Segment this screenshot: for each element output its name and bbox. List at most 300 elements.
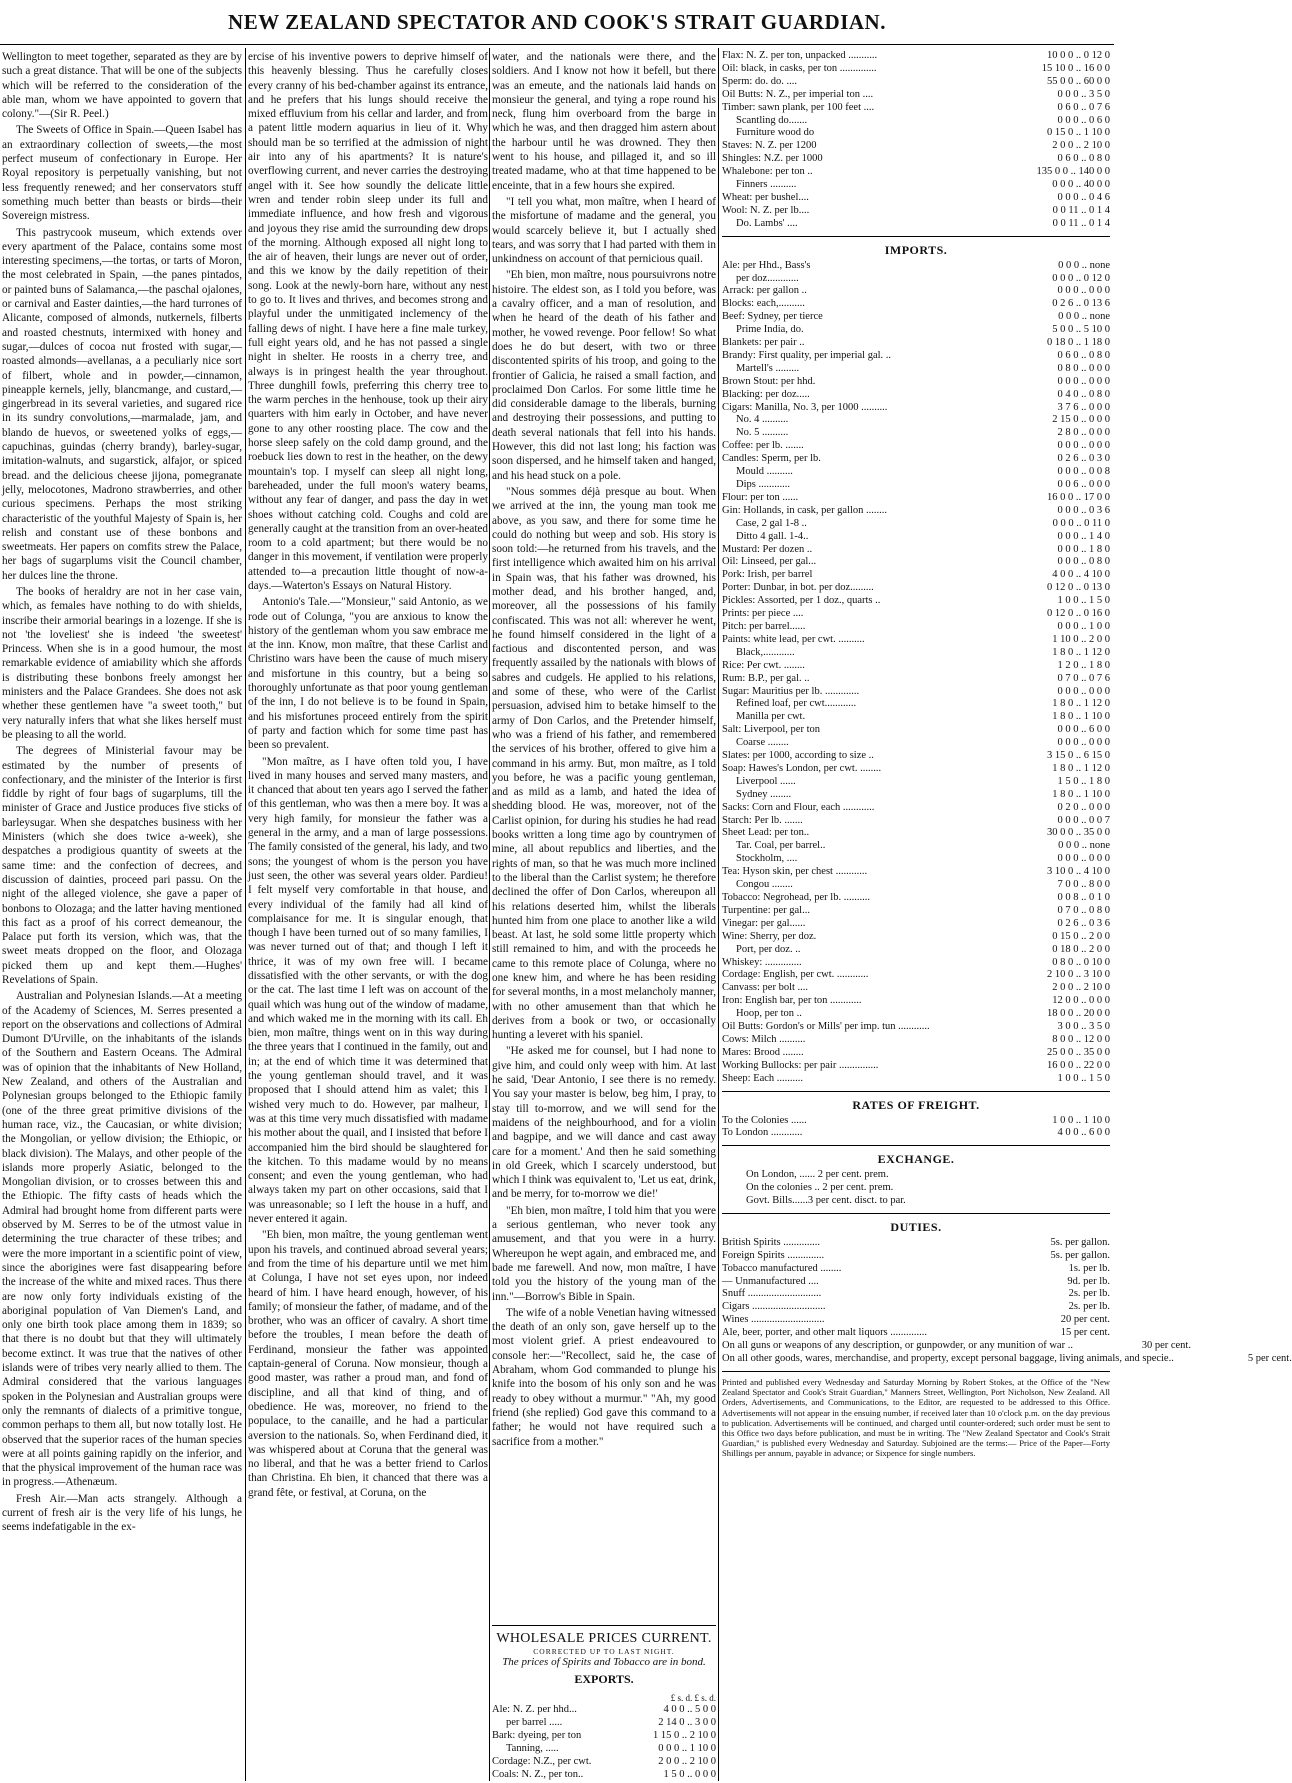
price-item-value: 0 0 11 .. 0 1 4: [1052, 217, 1110, 229]
price-item-value: 0 2 6 .. 0 13 6: [1052, 298, 1110, 310]
price-item-name: Refined loaf, per cwt............: [736, 698, 857, 710]
price-item-name: Salt: Liverpool, per ton: [722, 724, 820, 736]
price-item-name: Cigars: Manilla, No. 3, per 1000 ..........: [722, 401, 888, 413]
price-item-value: 0 0 8 .. 0 1 0: [1057, 892, 1110, 903]
price-item-name: Black,............: [736, 646, 795, 658]
column-divider: [718, 48, 719, 1781]
price-item-name: Port, per doz. ..: [736, 943, 801, 955]
price-item-value: 1 8 0 .. 1 12 0: [1052, 698, 1110, 710]
duty-row: [722, 1327, 1110, 1340]
duties-list: [722, 1236, 1292, 1366]
price-item-value: 30 per cent.: [1141, 1340, 1191, 1352]
price-item-value: 0 0 0 .. 0 0 0: [1057, 285, 1110, 297]
price-item-value: 0 12 0 .. 0 16 0: [1047, 608, 1110, 620]
import-row: [722, 1060, 1110, 1073]
price-item-value: 4 0 0 .. 6 0 0: [1057, 1127, 1110, 1139]
price-item-value: 0 0 0 .. 0 0 0: [1057, 375, 1110, 387]
price-item-name: To London ............: [722, 1127, 803, 1139]
price-item-name: Hoop, per ton ..: [736, 1008, 802, 1020]
price-item-name: Soap: Hawes's London, per cwt. ........: [722, 762, 882, 774]
price-item-name: Flour: per ton ......: [722, 491, 799, 503]
price-item-value: 0 0 6 .. 0 0 0: [1057, 479, 1110, 490]
export-row: [492, 1703, 716, 1716]
price-item-name: Oil: black, in casks, per ton ..............: [722, 62, 877, 74]
price-item-name: Vinegar: per gal......: [722, 917, 806, 929]
price-item-value: 1 8 0 .. 1 12 0: [1052, 646, 1110, 658]
price-item-value: 0 0 0 .. none: [1058, 840, 1110, 852]
export-row: [492, 1768, 716, 1781]
import-row: [722, 285, 1110, 298]
price-item-value: 0 2 6 .. 0 3 0: [1057, 453, 1110, 465]
import-row: [722, 789, 1110, 802]
price-item-value: 3 10 0 .. 4 10 0: [1047, 866, 1110, 878]
price-item-name: Blacking: per doz.....: [722, 388, 810, 400]
article-paragraph: Antonio's Tale.—"Monsieur," said Antonio, as we rode out of Colunga, "you are anxious to know the history of the gentleman whom you saw embrace me at the inn. Know, mon maître, that these Carlist and Christino wars have been the cause of much misery and misfortune in this country, but a being so thoroughly unfortunate as that poor young gentleman of the inn, I do not believe is to be found in Spain, and his misfortunes proceed entirely from the spirit of party and faction which for some time past has been so prevalent.: [248, 596, 488, 752]
price-item-value: 16 0 0 .. 17 0 0: [1047, 491, 1110, 503]
price-item-name: Finners ..........: [736, 179, 797, 191]
price-item-name: On all other goods, wares, merchandise, and property, except personal baggage, living animals, and specie..: [722, 1353, 1174, 1364]
price-row: [722, 115, 1110, 128]
price-item-value: 2 0 0 .. 2 10 0: [1052, 982, 1110, 994]
price-item-name: Stockholm, ....: [736, 853, 798, 865]
duty-row: [722, 1288, 1110, 1301]
import-row: [722, 776, 1110, 789]
price-item-value: 3 15 0 .. 6 15 0: [1047, 750, 1110, 762]
price-item-name: Tar. Coal, per barrel..: [736, 840, 826, 852]
price-item-name: Sheet Lead: per ton..: [722, 827, 810, 839]
price-item-name: Porter: Dunbar, in bot. per doz.........: [722, 582, 874, 594]
price-item-value: 0 0 0 .. 0 3 6: [1057, 504, 1110, 516]
import-row: [722, 363, 1110, 376]
price-item-name: Ale: per Hhd., Bass's: [722, 259, 811, 271]
article-column-1: [2, 50, 242, 1775]
price-item-value: 10 0 0 .. 0 12 0: [1047, 50, 1110, 61]
price-item-value: 0 0 0 .. 1 4 0: [1057, 530, 1110, 542]
price-item-name: Pork: Irish, per barrel: [722, 569, 813, 581]
import-row: [722, 389, 1110, 402]
price-item-value: 8 0 0 .. 12 0 0: [1052, 1033, 1110, 1045]
price-item-name: Pitch: per barrel......: [722, 620, 806, 632]
price-item-value: 1 5 0 .. 1 8 0: [1057, 775, 1110, 787]
prices-column: [722, 50, 1292, 1780]
price-item-name: Foreign Spirits ..............: [722, 1249, 825, 1261]
import-row: [722, 982, 1110, 995]
price-item-value: 2 8 0 .. 0 0 0: [1057, 427, 1110, 439]
price-item-name: Turpentine: per gal...: [722, 904, 810, 916]
price-item-value: 5s. per gallon.: [1050, 1236, 1110, 1248]
price-item-name: Oil Butts: N. Z., per imperial ton ....: [722, 88, 874, 100]
import-row: [722, 698, 1110, 711]
currency-header: £ s. d. £ s. d.: [670, 1693, 716, 1703]
price-item-value: 2s. per lb.: [1068, 1288, 1110, 1300]
exchange-heading: EXCHANGE.: [877, 1152, 955, 1167]
import-row: [722, 427, 1110, 440]
price-item-name: Ale: N. Z. per hhd...: [492, 1704, 577, 1715]
import-row: [722, 608, 1110, 621]
price-item-value: 1 5 0 .. 0 0 0: [663, 1769, 716, 1780]
import-row: [722, 505, 1110, 518]
price-item-value: 0 7 0 .. 0 8 0: [1057, 904, 1110, 916]
price-item-value: 0 7 0 .. 0 7 6: [1057, 672, 1110, 684]
price-item-name: Iron: English bar, per ton ............: [722, 995, 862, 1007]
import-row: [722, 853, 1110, 866]
import-row: [722, 711, 1110, 724]
price-item-name: Scantling do.......: [736, 114, 808, 126]
freight-row: [722, 1127, 1110, 1140]
price-item-value: 0 6 0 .. 0 7 6: [1057, 101, 1110, 113]
price-row: [722, 63, 1110, 76]
import-row: [722, 414, 1110, 427]
price-item-value: 1 0 0 .. 1 5 0: [1057, 1072, 1110, 1084]
price-item-value: 2 0 0 .. 2 10 0: [1052, 140, 1110, 152]
article-paragraph: This pastrycook museum, which extends over every apartment of the Palace, contains some most interesting specimens,—the tortas, or tarts of Moron, the most celebrated in Spain, —the panes pintados, or painted buns of Salamanca,—the paschal ojalones, or carnival and Easter dainties,—the hard turrones of Alicante, composed of almonds, nutkernels, filberts and roasted chestnuts, intermixed with honey and sugar,—dulces of cocoa nut frosted with sugar,—roasted almonds—avellanas, a a peculiarly nice sort of filbert, whole and in powder,—cinnamon, pineapple kernels, jelly, blancmange, and custard,—gingerbread in its several varieties, and sugared rice in its sundry convolutions,—marmalade, jam, and blando de huevos, or sweetened yolks of eggs,—capuchinas, guindas (cherry brandy), barley-sugar, imitation-walnuts, and sugarstick, alfajor, or spiced bread. and the delicious cheese jijona, pomegranate jelly, melocotones, Madrono strawberries, and other curious specimens. Perhaps the most striking characteristic of the youthful Majesty of Spain is, her relish and constant use of these bonbons and sweetmeats. Her papers on comfits strew the Palace, her bags of sugarplums visit the Council chamber, her dulces line the throne.: [2, 226, 242, 582]
price-row: [722, 140, 1110, 153]
duty-row: [722, 1301, 1110, 1314]
price-item-value: 20 per cent.: [1060, 1314, 1110, 1326]
import-row: [722, 479, 1110, 492]
import-row: [722, 763, 1110, 776]
price-item-value: 0 8 0 .. 0 0 0: [1057, 362, 1110, 374]
duty-row: [722, 1250, 1110, 1263]
price-item-value: 0 0 0 .. 3 5 0: [1057, 88, 1110, 100]
price-item-name: Whiskey: ..............: [722, 956, 802, 968]
price-item-value: 0 0 0 .. 0 6 0: [1057, 114, 1110, 126]
price-item-value: 0 0 0 .. 0 11 0: [1052, 517, 1110, 529]
price-item-name: Slates: per 1000, according to size ..: [722, 750, 874, 762]
import-row: [722, 376, 1110, 389]
import-row: [722, 840, 1110, 853]
duty-row: [722, 1314, 1110, 1327]
import-row: [722, 905, 1110, 918]
section-rule: [492, 1625, 716, 1626]
article-paragraph: water, and the nationals were there, and the soldiers. And I know not how it befell, but there was an emeute, and the nationals laid hands on monsieur the general, and tying a rope round his neck, flung him overboard from the barge in which he was, and then dragged him astern about the harbour until he was drowned. They then went to his house, and pillaged it, and so ill treated madame, who at that time happened to be enceinte, that in a few hours she expired.: [492, 51, 716, 192]
price-item-value: 0 2 6 .. 0 3 6: [1057, 917, 1110, 929]
price-item-value: 1 2 0 .. 1 8 0: [1057, 659, 1110, 671]
price-item-name: Mustard: Per dozen ..: [722, 543, 813, 555]
article-paragraph: The wife of a noble Venetian having witnessed the death of an only son, gave herself up to the most violent grief. A priest endeavoured to console her:—"Recollect, said he, the case of Abraham, whom God commanded to plunge his knife into the bosom of his only son and he was ready to obey without a murmur." "Ah, my good friend (she replied) God gave this command to a father; he would not have required such a sacrifice from a mother.": [492, 1306, 716, 1448]
import-row: [722, 1047, 1110, 1060]
price-row: [722, 205, 1110, 218]
price-item-value: 18 0 0 .. 20 0 0: [1047, 1008, 1110, 1020]
freight-list: [722, 1115, 1110, 1141]
price-item-value: 2 15 0 .. 0 0 0: [1052, 414, 1110, 426]
price-item-value: 1 10 0 .. 2 0 0: [1052, 633, 1110, 645]
price-item-value: 0 4 0 .. 0 8 0: [1057, 388, 1110, 400]
price-row: [722, 50, 1110, 63]
price-item-value: 135 0 0 .. 140 0 0: [1036, 166, 1110, 178]
price-row: [722, 153, 1110, 166]
price-item-value: 55 0 0 .. 60 0 0: [1047, 75, 1110, 87]
exchange-row: On the colonies .. 2 per cent. prem.: [746, 1182, 894, 1194]
price-item-name: Tobacco: Negrohead, per lb. ..........: [722, 892, 870, 903]
price-item-value: 3 0 0 .. 3 5 0: [1057, 1021, 1110, 1033]
import-row: [722, 918, 1110, 931]
import-row: [722, 1034, 1110, 1047]
freight-heading: RATES OF FREIGHT.: [852, 1097, 980, 1112]
duty-row: [722, 1340, 1191, 1353]
article-paragraph: "Eh bien, mon maître, nous poursuivrons notre histoire. The eldest son, as I told you before, was a cavalry officer, and a man of resolution, and when he heard of the death of his father and mother, he vowed revenge. Poor fellow! So what does he do but desert, with two or three discontented spirits of his troop, and going to the frontier of Galicia, he raised a small faction, and proclaimed Don Carlos. For some little time he did considerable damage to the liberals, burning and destroying their possessions, and putting to death several nationals that fell into his hands. However, this did not last long; his faction was soon dispersed, and he himself taken and hanged, and his head stuck on a pole.: [492, 269, 716, 482]
price-item-name: Shingles: N.Z. per 1000: [722, 153, 823, 165]
price-item-name: Oil: Linseed, per gal...: [722, 556, 817, 568]
price-item-name: Candles: Sperm, per lb.: [722, 453, 821, 465]
section-rule: [722, 236, 1110, 237]
price-item-name: Arrack: per gallon ..: [722, 285, 807, 297]
price-item-name: Prints: per piece ....: [722, 608, 804, 620]
duty-row: [722, 1263, 1110, 1276]
price-item-name: Sheep: Each ..........: [722, 1072, 804, 1084]
price-item-value: 0 0 0 .. 0 0 0: [1057, 853, 1110, 865]
import-row: [722, 569, 1110, 582]
price-item-value: 0 0 0 .. 0 12 0: [1052, 272, 1110, 284]
article-paragraph: The Sweets of Office in Spain.—Queen Isabel has an extraordinary collection of sweets,—the most perfect museum of confectionary in Europe. Her Royal repository is perpetually vanishing, but not less frequently renewed; and her conservators stuff something much better than beasts or birds—their Sovereign mistress.: [2, 124, 242, 223]
price-item-value: 15 10 0 .. 16 0 0: [1041, 62, 1110, 74]
price-row: [722, 76, 1110, 89]
exchange-row: On London, ...... 2 per cent. prem.: [746, 1169, 889, 1181]
price-item-value: 0 0 0 .. 1 10 0: [658, 1743, 716, 1754]
price-item-name: Cigars ............................: [722, 1301, 826, 1313]
wholesale-note: The prices of Spirits and Tobacco are in bond.: [502, 1656, 706, 1668]
price-item-value: 0 6 0 .. 0 8 0: [1057, 153, 1110, 165]
price-item-name: Rice: Per cwt. ........: [722, 659, 805, 671]
price-item-name: Sacks: Corn and Flour, each ............: [722, 801, 875, 813]
import-row: [722, 492, 1110, 505]
price-item-name: Ale, beer, porter, and other malt liquors ..............: [722, 1327, 928, 1339]
price-item-value: 0 0 0 .. 6 0 0: [1057, 724, 1110, 736]
price-item-name: Blankets: per pair ..: [722, 337, 805, 349]
wholesale-prices-header: [492, 1625, 716, 1687]
price-item-value: 0 0 0 .. 0 0 8: [1057, 466, 1110, 478]
import-row: [722, 298, 1110, 311]
section-rule: [722, 1091, 1110, 1092]
article-paragraph: "Eh bien, mon maître, I told him that you were a serious gentleman, who never took any amusement, and that you were in a hurry. Whereupon he wept again, and embraced me, and bade me farewell. And now, mon maître, I have told you the history of the young man of the inn."—Borrow's Bible in Spain.: [492, 1204, 716, 1303]
price-row: [722, 102, 1110, 115]
price-item-name: Brown Stout: per hhd.: [722, 375, 816, 387]
article-paragraph: Wellington to meet together, separated as they are by such a great distance. That will be one of the subjects which will be referred to the consideration of the able man, whom we have appointed to govern that colony."—(Sir R. Peel.): [2, 51, 242, 121]
price-item-name: Bark: dyeing, per ton: [492, 1730, 582, 1741]
price-item-name: Cordage: N.Z., per cwt.: [492, 1756, 592, 1767]
price-item-name: — Unmanufactured ....: [722, 1275, 819, 1287]
price-row: [722, 179, 1110, 192]
price-item-name: Gin: Hollands, in cask, per gallon ........: [722, 504, 888, 516]
import-row: [722, 673, 1110, 686]
price-item-name: Mould ..........: [736, 466, 793, 478]
freight-row: [722, 1115, 1110, 1128]
import-row: [722, 724, 1110, 737]
price-item-name: Sydney ........: [736, 788, 792, 800]
export-row: [492, 1729, 716, 1742]
exports-table: [492, 1693, 716, 1781]
price-item-value: 0 15 0 .. 2 0 0: [1052, 930, 1110, 942]
import-row: [722, 931, 1110, 944]
masthead: [0, 0, 1114, 42]
article-paragraph: ercise of his inventive powers to deprive himself of this heavenly blessing. Thus he carefully closes every cranny of his bed-chamber against its entrance, and he prefers that his lungs should receive the mixed effluvium from his cellar and larder, and from a patent little modern aquarius in lieu of it. Why should man be so terrified at the admission of night air into any of his apartments? It is nature's overflowing current, and never carries the destroying angel with it. See how soundly the delicate little wren and tender robin sleep under its full and immediate influence, and how fresh and vigorous and joyous they rise amid the surrounding dew drops of the morning. Although exposed all night long to the air of heaven, their lungs are never out of order, and this we know by the daily repetition of their song. Look at the newly-born hare, without any nest to go to. It lives and thrives, and becomes strong and playful under the unmitigated inclemency of the falling dews of night. I have here a fine male turkey, full eight years old, and he has not passed a single night in shelter. He roosts in a cherry tree, and always is in pringest health the year throughout. Three dunghill fowls, preferring this cherry tree to the warm perches in the henhouse, took up their airy quarters with him early in October, and have never gone to any other roosting place. The cow and the horse sleep safely on the cold damp ground, and the roebuck lies down to rest in the heather, on the dewy mountain's top. I myself can sleep all night long, bareheaded, under the full moon's watery beams, without any fear of danger, and pass the day in wet shoes without catching cold. Coughs and cold are generally caught at the transition from an over-heated room to a cold apartment; but there would be no danger in this movement, if ventilation were properly attended to—a precaution little thought of now-a-days.—Waterton's Essays on Natural History.: [248, 51, 488, 592]
price-item-name: Do. Lambs' ....: [736, 217, 798, 229]
article-column-2: [248, 50, 488, 1775]
price-item-value: 4 0 0 .. 4 10 0: [1052, 569, 1110, 581]
import-row: [722, 737, 1110, 750]
price-item-name: British Spirits ..............: [722, 1236, 821, 1248]
price-item-name: Sugar: Mauritius per lb. .............: [722, 685, 860, 697]
price-item-value: 0 0 0 .. 0 0 0: [1057, 440, 1110, 452]
price-item-value: 0 8 0 .. 0 10 0: [1052, 956, 1110, 968]
import-row: [722, 273, 1110, 286]
price-row: [722, 89, 1110, 102]
price-item-value: 7 0 0 .. 8 0 0: [1057, 879, 1110, 891]
price-item-name: Wheat: per bushel....: [722, 191, 809, 203]
exports-heading: EXPORTS.: [574, 1672, 634, 1686]
import-row: [722, 544, 1110, 557]
price-row: [722, 166, 1110, 179]
price-item-name: Sperm: do. do. ....: [722, 75, 797, 87]
price-item-name: Congou ........: [736, 879, 793, 891]
imports-heading: IMPORTS.: [884, 242, 948, 257]
price-item-name: Working Bullocks: per pair ...............: [722, 1059, 879, 1071]
import-row: [722, 995, 1110, 1008]
price-item-value: 0 0 11 .. 0 1 4: [1052, 204, 1110, 216]
price-item-value: 0 0 0 .. 0 0 0: [1057, 737, 1110, 749]
price-item-value: 9d. per lb.: [1067, 1275, 1110, 1287]
price-item-value: 0 0 0 .. 1 0 0: [1057, 620, 1110, 632]
price-item-value: 1 0 0 .. 1 5 0: [1057, 595, 1110, 607]
import-row: [722, 1021, 1110, 1034]
price-item-value: 0 0 0 .. 1 8 0: [1057, 543, 1110, 555]
publisher-imprint: Printed and published every Wednesday and Saturday Morning by Robert Stokes, at the Office of the "New Zealand Spectator and Cook's Strait Guardian," Manners Street, Wellington, Port Nicholson, New Zealand. All Orders, Advertisements, and Communications, to the Editor, are requested to be addressed to this Office. Advertisements will not appear in the ensuing number, if received later than 10 o'clock p.m. on the day previous to publication. Advertisements will be continued, and charged until counter-ordered; such order must be sent to this Office two days before publication, and must be in writing. The "New Zealand Spectator and Cook's Strait Guardian," is published every Wednesday and Saturday. Subjoined are the terms:— Price of the Paper—Forty Shillings per annum, payable in advance; or Sixpence for single numbers.: [722, 1376, 1110, 1459]
export-row: [492, 1716, 716, 1729]
price-row: [722, 127, 1110, 140]
article-paragraph: "Mon maître, as I have often told you, I have lived in many houses and served many masters, and it chanced that about ten years ago I served the father of this gentleman, who was then a mere boy. It was a very high family, for monsieur the father was a general in the army, and a man of large possessions. The family consisted of the general, his lady, and two sons; the youngest of whom is the person you have just seen, the other was several years older. Pardieu! I felt myself very comfortable in that house, and every individual of the family had all kind of complaisance for me. It is singular enough, that though I have been turned out of so many families, I was never turned out of that; and though I left it thrice, it was of my own free will. I became dissatisfied with the other servants, or with the dog or the cat. The last time I left was on account of the quail which was hung out of the window of madame, and which waked me in the morning with its call. Eh bien, mon maître, things went on in this way during the three years that I continued in the family, out and in; at the end of which time it was determined that the young gentleman should travel, and it was proposed that I should attend him as valet; this I wished very much to do. However, par malheur, I was at this time very much dissatisfied with madame his mother about the quail, and I insisted that before I accompanied him the bird should be slaughtered for the kitchen. To this madame would by no means consent; and even the young gentleman, who had always taken my part on other occasions, said that I was unreasonable; so I left the house in a huff, and never entered it again.: [248, 755, 488, 1226]
price-item-name: Brandy: First quality, per imperial gal. ..: [722, 349, 892, 361]
price-item-value: 2 14 0 .. 3 0 0: [658, 1717, 716, 1728]
import-row: [722, 1008, 1110, 1021]
price-item-name: per doz............: [736, 272, 799, 284]
import-row: [722, 531, 1110, 544]
price-item-value: 0 0 0 .. 40 0 0: [1052, 179, 1110, 191]
price-item-value: 0 0 0 .. 0 8 0: [1057, 556, 1110, 568]
price-item-name: Oil Butts: Gordon's or Mills' per imp. tun ............: [722, 1021, 930, 1033]
article-paragraph: The degrees of Ministerial favour may be estimated by the number of presents of confectionary, and the minister of the Interior is first fiddle by right of four bags of sugarplums, till the minister of Grace and Justice produces five sticks of barleysugar. When she despatches business with her Ministers (which she does twice a-week), she despatches a prodigious quantity of sweets at the same time: and the confection of decrees, and discussion of dainties, proceed pari passu. On the night of the alleged violence, she gave a paper of bonbons to Olozaga; and the latter having mentioned this fact as a proof of his correct demeanour, the Palace put forth its version, which was, that the sweet meats dropped on the floor, and Olozaga picked them up and kept them.—Hughes' Revelations of Spain.: [2, 745, 242, 986]
price-item-name: No. 5 ..........: [736, 427, 789, 439]
price-item-name: Paints: white lead, per cwt. ..........: [722, 633, 865, 645]
article-paragraph: The books of heraldry are not in her case vain, which, as females have nothing to do with shields, inscribe their armorial bearings in a lozenge. If she is not 'the loveliest' she is indeed 'the sweetest' Princess. When she is in a good humour, the most remarkable evidence of amiability which she affords is distributing these bonbons freely amongst her ministers and the Palace Grandees. She does not ask whether these gentlemen have "a sweet tooth," but very naturally infers that what she likes herself must be pleasing to all the world.: [2, 585, 242, 741]
price-item-value: 1 8 0 .. 1 10 0: [1052, 711, 1110, 723]
article-paragraph: "Eh bien, mon maître, the young gentleman went upon his travels, and continued abroad several years; and from the time of his departure until we met him at Colunga, I have not set eyes upon, nor indeed heard of him. I have heard enough, however, of his family; of monsieur the father, of madame, and of the brother, who was an officer of cavalry. A short time before the troubles, I mean before the death of Ferdinand, monsieur the father was appointed captain-general of Coruna. Now monsieur, though a good master, was rather a proud man, and fond of discipline, and all that kind of thing, and of obedience. He was, moreover, no friend to the populace, to the canaille, and he had a particular aversion to the nationals. So, when Ferdinand died, it was whispered about at Coruna that the general was no liberal, and that he was a better friend to Carlos than Christina. Eh bien, it chanced that there was a grand fête, or festival, at Coruna, on the: [248, 1229, 488, 1499]
price-row: [722, 192, 1110, 205]
price-item-name: Wines ............................: [722, 1314, 825, 1326]
exchange-list: [722, 1169, 1110, 1208]
newspaper-title: NEW ZEALAND SPECTATOR AND COOK'S STRAIT GUARDIAN.: [228, 10, 886, 34]
article-paragraph: Australian and Polynesian Islands.—At a meeting of the Academy of Sciences, M. Serres presented a report on the observations and collections of Admiral Dumont D'Urville, on the inhabitants of the islands of the Southern and Eastern Oceans. The Admiral was of opinion that the inhabitants of New Holland, New Zealand, and others of the Australian and Polynesian groups belonged to the Ethiopic family (one of the three great primitive divisions of the human race, viz., the Caucasian, or white division; the Mongolian, or yellow division; the Ethiopic, or black division). The Malays, and other people of the islands more properly Asiatic, belonged to the Mongolian division, or to crosses between this and the Ethiopic. The fifty casts of heads which the Admiral had brought home from different parts were observed by M. Serres to be of the utmost value in determining the true character of these tribes; and were the more important in a scientific point of view, since the aborigines were fast disappearing before the increase of the white and mixed races. Thus there are now only forty individuals existing of the aboriginal population of Van Diemen's Land, and only one birth took place among them in 1839; so that there is no doubt but that they will ultimately become extinct. It was true that the natives of other islands were of tribes very nearly allied to them. The Admiral considered that the various languages spoken in the Polynesian and Australian groups were only the remnants of dialects of a primitive tongue, common perhaps to them all, but now totally lost. He observed that the superior races of the human species were at all points gaining rapidly on the inferior, and that the physical improvement of the human race was in progress.—Athenæum.: [2, 990, 242, 1489]
price-item-value: 0 12 0 .. 0 13 0: [1047, 582, 1110, 594]
price-item-value: 1 8 0 .. 1 12 0: [1052, 762, 1110, 774]
import-row: [722, 969, 1110, 982]
duty-row: [722, 1276, 1110, 1289]
price-item-value: 15 per cent.: [1060, 1327, 1110, 1339]
import-row: [722, 582, 1110, 595]
import-row: [722, 260, 1110, 273]
import-row: [722, 634, 1110, 647]
import-row: [722, 402, 1110, 415]
import-row: [722, 518, 1110, 531]
article-column-3: [492, 50, 716, 1622]
price-item-name: Tobacco manufactured ........: [722, 1262, 842, 1274]
import-row: [722, 595, 1110, 608]
imports-list: [722, 260, 1110, 1086]
price-item-value: 16 0 0 .. 22 0 0: [1047, 1059, 1110, 1071]
duty-row: [722, 1237, 1110, 1250]
price-item-name: Pickles: Assorted, per 1 doz., quarts ..: [722, 595, 881, 607]
article-paragraph: Fresh Air.—Man acts strangely. Although a current of fresh air is the very life of his lungs, he seems indefatigable in the ex-: [2, 1492, 242, 1534]
duty-row: [722, 1353, 1292, 1366]
price-item-name: Tanning, .....: [506, 1743, 559, 1754]
price-row: [722, 218, 1110, 231]
price-item-name: Coarse ........: [736, 737, 789, 749]
price-item-value: 1s. per lb.: [1068, 1262, 1110, 1274]
price-item-name: Staves: N. Z. per 1200: [722, 140, 817, 152]
import-row: [722, 944, 1110, 957]
price-item-value: 12 0 0 .. 0 0 0: [1052, 995, 1110, 1007]
import-row: [722, 647, 1110, 660]
price-item-value: 0 2 0 .. 0 0 0: [1057, 801, 1110, 813]
price-item-value: 2 10 0 .. 3 10 0: [1047, 969, 1110, 981]
import-row: [722, 311, 1110, 324]
column-divider: [489, 48, 490, 1781]
section-rule: [722, 1145, 1110, 1146]
price-item-name: per barrel .....: [506, 1717, 563, 1728]
price-item-name: Manilla per cwt.: [736, 711, 806, 723]
price-item-name: Cows: Milch ..........: [722, 1033, 806, 1045]
price-item-value: 0 0 0 .. none: [1058, 259, 1110, 271]
price-item-name: Wool: N. Z. per lb....: [722, 204, 810, 216]
price-item-value: 3 7 6 .. 0 0 0: [1057, 401, 1110, 413]
price-item-name: Coals: N. Z., per ton..: [492, 1769, 584, 1780]
import-row: [722, 892, 1110, 905]
article-paragraph: "Nous sommes déjà presque au bout. When we arrived at the inn, the young man took me above, as you saw, and there for some time he could do nothing but weep and sob. His story is soon told:—he returned from his travels, and the first intelligence which awaited him on his arrival in Spain was, that his father was drowned, his mother dead, and his brother hanged, and, moreover, all the possessions of his family confiscated. This was not all: wherever he went, he found himself considered in the light of a factious and discontented person, and was frequently assailed by the nationals with blows of sabres and cudgels. He applied to his relations, and some of these, who were of the Carlist persuasion, advised him to betake himself to the army of Don Carlos, and the Pretender himself, who was a friend of his father, and remembered the services of his brother, offered to give him a command in his army. But, mon maître, as I told you before, he was a pacific young gentleman, and as mild as a lamb, and hated the idea of shedding blood. He was, moreover, not of the Carlist opinion, for during his studies he had read books written a long time ago by countrymen of mine, all about republics and liberties, and the rights of man, so that he was much more inclined to the liberal than the Carlist system; he therefore declined the offer of Don Carlos, whereupon all his relations deserted him, whilst the liberals hunted him from one place to another like a wild beast. At last, he sold some little property which still remained to him, and with the proceeds he came to this remote place of Colunga, where no one knew him, and where he has been residing for several months, in a most melancholy manner, with no other amusement than that which he derives from a book or two, or occasionally hunting a leveret with his spaniel.: [492, 485, 716, 1042]
import-row: [722, 815, 1110, 828]
prices-top-list: [722, 50, 1110, 231]
price-item-value: 1 15 0 .. 2 10 0: [653, 1730, 716, 1741]
price-item-value: 0 0 0 .. 0 0 7: [1057, 814, 1110, 826]
price-item-name: Tea: Hyson skin, per chest ............: [722, 866, 868, 878]
section-rule: [722, 1371, 1110, 1372]
price-item-name: Cordage: English, per cwt. ............: [722, 969, 869, 981]
import-row: [722, 957, 1110, 970]
price-item-value: 1 8 0 .. 1 10 0: [1052, 788, 1110, 800]
import-row: [722, 337, 1110, 350]
duties-heading: DUTIES.: [890, 1219, 942, 1234]
article-paragraph: "I tell you what, mon maître, when I heard of the misfortune of madame and the general, you would scarcely believe it, but I actually shed tears, and was sorry that I had parted with them in unkindness on account of that pernicious quail.: [492, 195, 716, 266]
import-row: [722, 866, 1110, 879]
price-item-value: 4 0 0 .. 5 0 0: [663, 1704, 716, 1715]
import-row: [722, 440, 1110, 453]
import-row: [722, 879, 1110, 892]
price-item-value: 0 0 0 .. none: [1058, 311, 1110, 323]
price-item-name: Martell's .........: [736, 362, 800, 374]
price-item-value: 30 0 0 .. 35 0 0: [1047, 827, 1110, 839]
price-item-name: Case, 2 gal 1-8 ..: [736, 517, 807, 529]
price-item-name: Whalebone: per ton ..: [722, 166, 813, 178]
price-item-value: 2 0 0 .. 2 10 0: [658, 1756, 716, 1767]
price-item-value: 0 18 0 .. 1 18 0: [1047, 337, 1110, 349]
import-row: [722, 350, 1110, 363]
price-item-value: 5 0 0 .. 5 10 0: [1052, 324, 1110, 336]
price-item-name: Mares: Brood ........: [722, 1046, 804, 1058]
price-item-name: Ditto 4 gall. 1-4..: [736, 530, 809, 542]
import-row: [722, 324, 1110, 337]
price-item-value: 2s. per lb.: [1068, 1301, 1110, 1313]
import-row: [722, 556, 1110, 569]
price-item-value: 5s. per gallon.: [1050, 1249, 1110, 1261]
export-row: [492, 1742, 716, 1755]
